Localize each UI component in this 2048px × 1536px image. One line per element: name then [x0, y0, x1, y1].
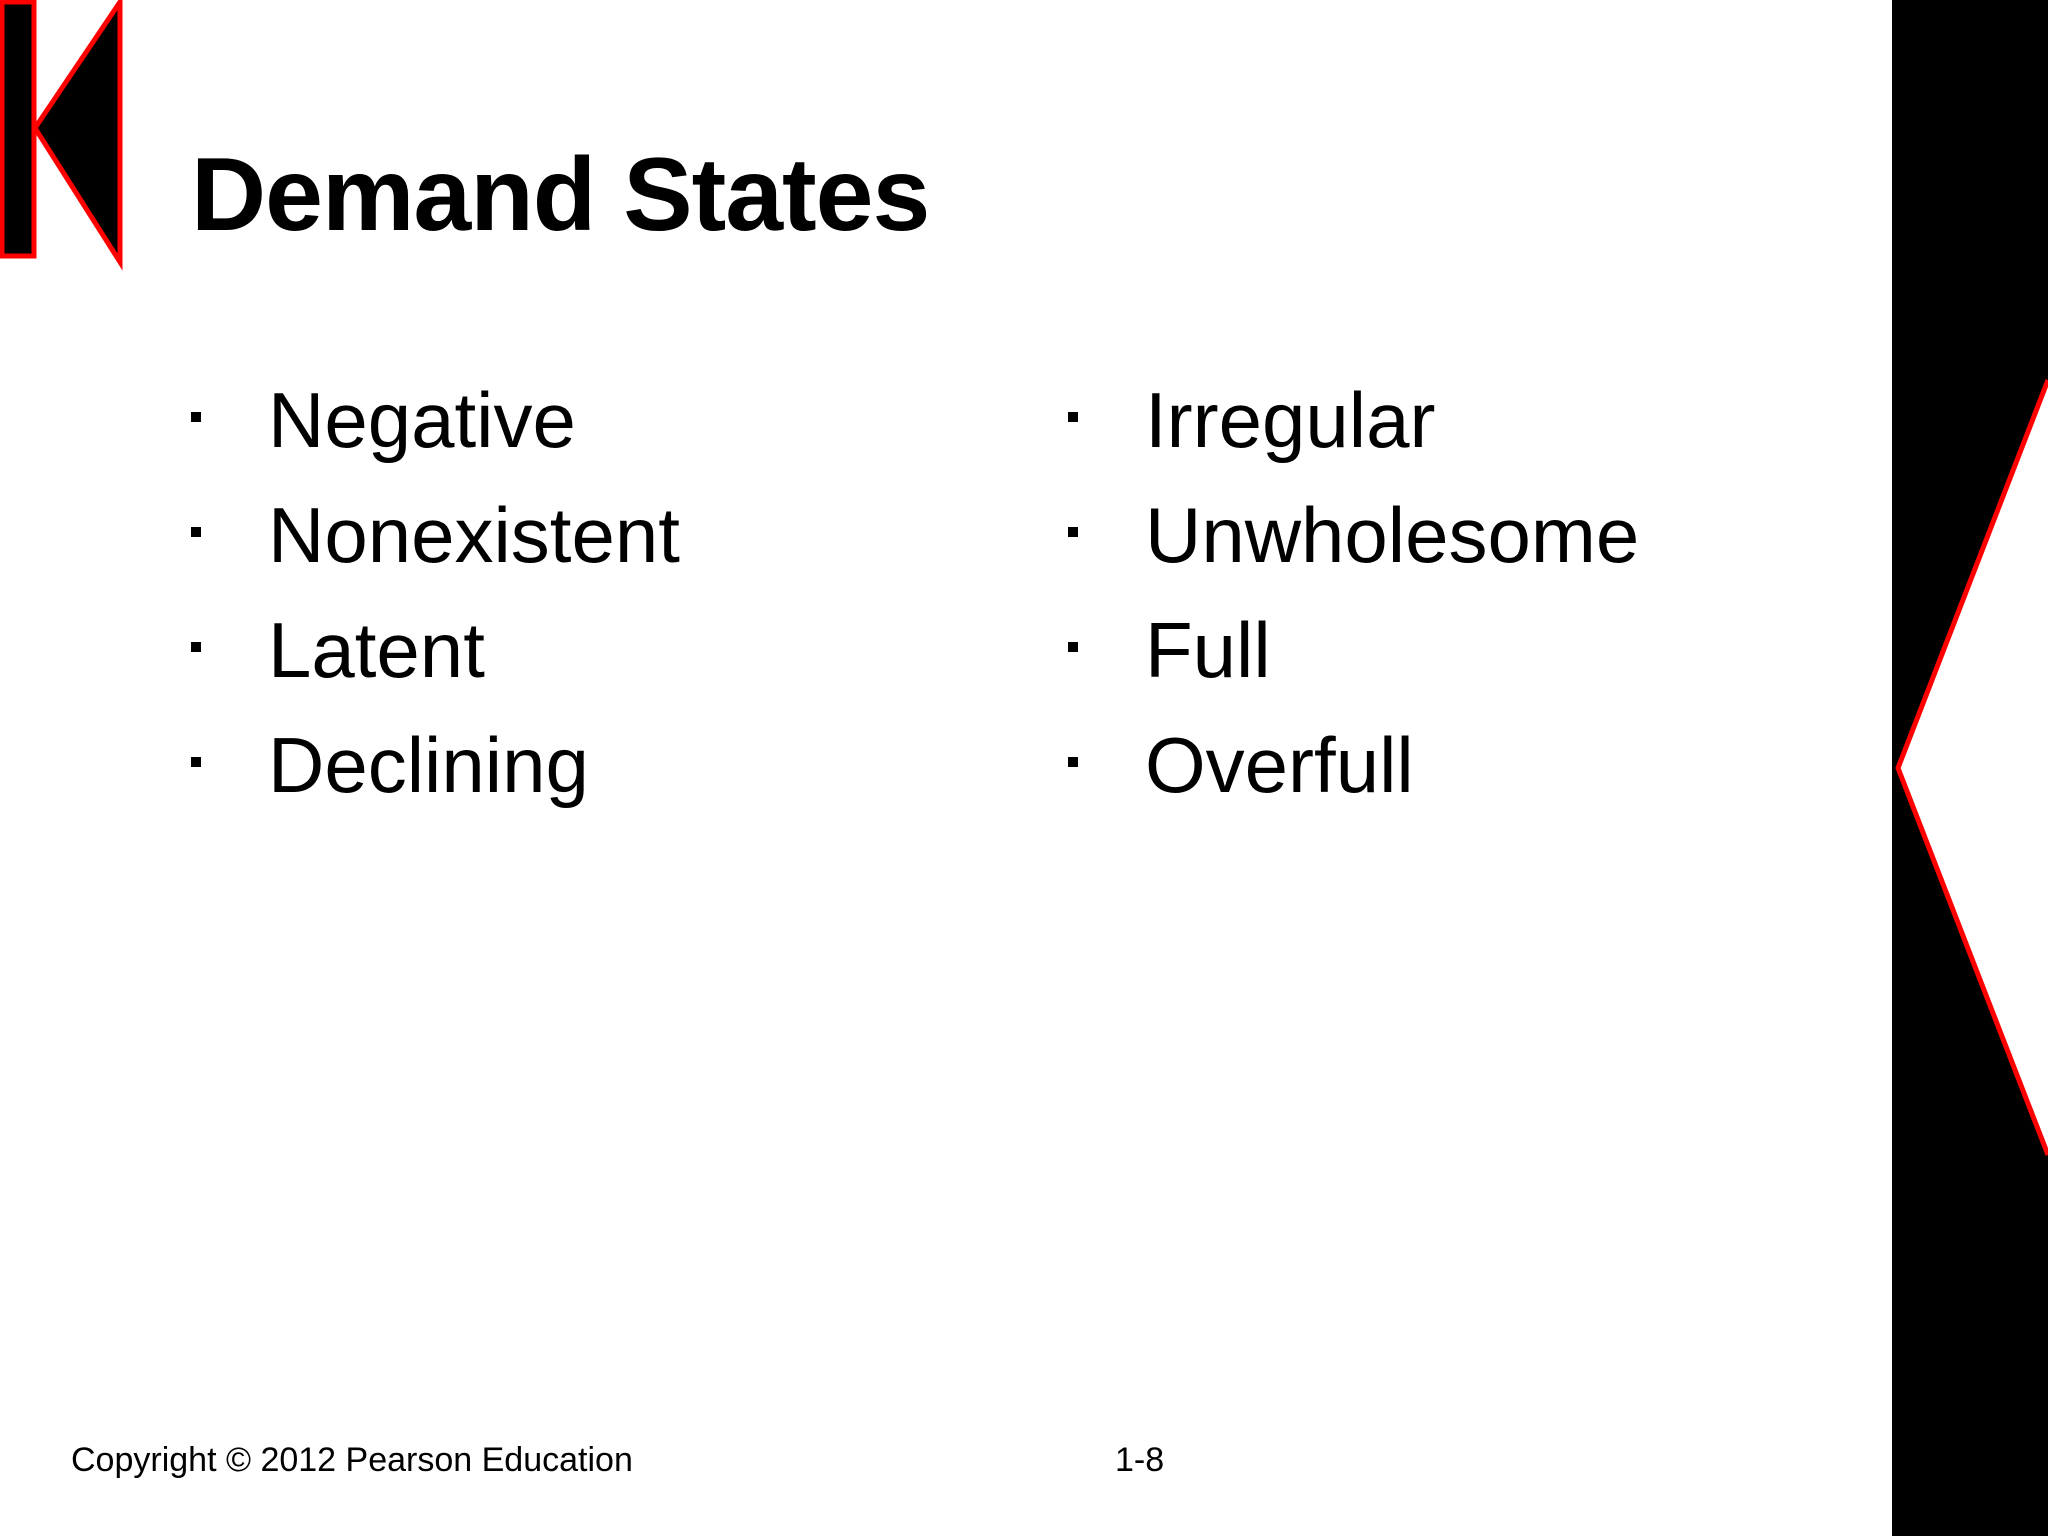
- bullet-square-icon: [191, 527, 201, 537]
- list-item-label: Full: [1145, 606, 1271, 694]
- arrow-wedge-icon: [35, 2, 120, 262]
- bullet-square-icon: [191, 757, 201, 767]
- list-item-label: Nonexistent: [268, 491, 680, 579]
- footer-copyright: Copyright © 2012 Pearson Education: [71, 1441, 633, 1479]
- list-item-label: Overfull: [1145, 721, 1414, 809]
- slide-title: Demand States: [191, 137, 930, 253]
- bullet-square-icon: [191, 412, 201, 422]
- bullet-square-icon: [1068, 527, 1078, 537]
- list-item-label: Irregular: [1145, 376, 1436, 464]
- list-item-label: Latent: [268, 606, 485, 694]
- top-left-bar-icon: [2, 2, 34, 256]
- bullet-square-icon: [191, 642, 201, 652]
- chevron-band-icon: [1892, 0, 2048, 1536]
- bullet-square-icon: [1068, 412, 1078, 422]
- bullet-square-icon: [1068, 642, 1078, 652]
- page-number: 1-8: [1115, 1441, 1165, 1479]
- list-item-label: Declining: [268, 721, 589, 809]
- bullet-square-icon: [1068, 757, 1078, 767]
- list-item-label: Negative: [268, 376, 576, 464]
- list-item-label: Unwholesome: [1145, 491, 1640, 579]
